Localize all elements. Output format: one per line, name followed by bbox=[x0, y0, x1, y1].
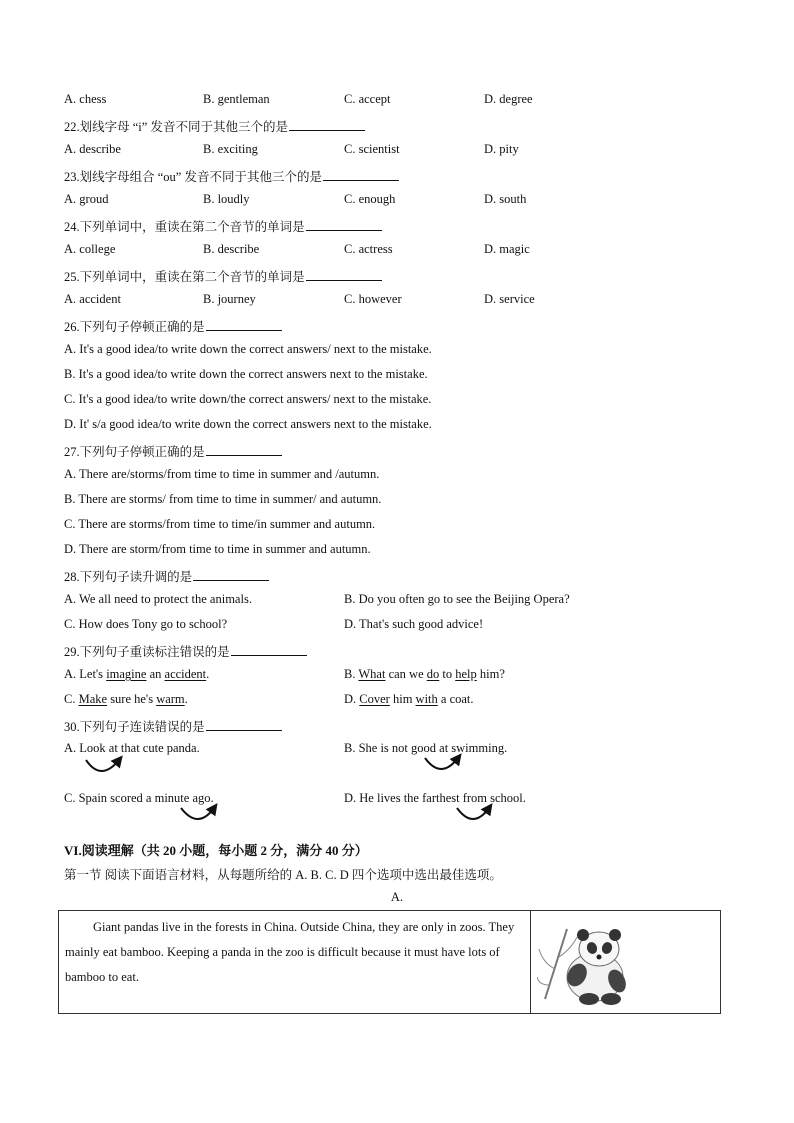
q24-stem: 24.下列单词中，重读在第二个音节的单词是 bbox=[64, 217, 382, 235]
q24-option-a[interactable]: A. college bbox=[64, 242, 116, 256]
section-title: VI.阅读理解（共 20 小题，每小题 2 分，满分 40 分） bbox=[64, 843, 368, 858]
q24-option-c[interactable]: C. actress bbox=[344, 242, 393, 256]
liaison-arc-good-at bbox=[425, 758, 458, 769]
liaison-arc-look-at bbox=[86, 760, 119, 771]
q29-option-d[interactable]: D. Cover him with a coat. bbox=[344, 692, 474, 706]
q30-option-b[interactable]: B. She is not good at swimming. bbox=[344, 741, 508, 755]
q22-option-d[interactable]: D. pity bbox=[484, 142, 519, 156]
q23-stem: 23.划线字母组合 “ou” 发音不同于其他三个的是 bbox=[64, 167, 399, 185]
q28-option-b[interactable]: B. Do you often go to see the Beijing Opera? bbox=[344, 592, 570, 606]
panda-illustration bbox=[537, 919, 637, 1007]
passage-divider bbox=[530, 911, 531, 1013]
q25-stem: 25.下列单词中，重读在第二个音节的单词是 bbox=[64, 267, 382, 285]
q30-option-c[interactable]: C. Spain scored a minute ago. bbox=[64, 791, 214, 805]
q22-option-b[interactable]: B. exciting bbox=[203, 142, 258, 156]
q26-option-c[interactable]: C. It's a good idea/to write down/the correct answers/ next to the mistake. bbox=[64, 392, 432, 406]
q23-option-c[interactable]: C. enough bbox=[344, 192, 396, 206]
q26-option-a[interactable]: A. It's a good idea/to write down the correct answers/ next to the mistake. bbox=[64, 342, 432, 356]
q25-option-d[interactable]: D. service bbox=[484, 292, 535, 306]
passage-text: Giant pandas live in the forests in China. Outside China, they are only in zoos. They mainly eat bamboo. Keeping a panda in the zoo is difficult because it must have lots of bamboo to eat. bbox=[65, 920, 515, 984]
q29-option-b[interactable]: B. What can we do to help him? bbox=[344, 667, 505, 681]
q23-option-a[interactable]: A. groud bbox=[64, 192, 109, 206]
passage-label: A. bbox=[390, 890, 404, 904]
q28-option-d[interactable]: D. That's such good advice! bbox=[344, 617, 484, 631]
q30-stem: 30.下列句子连读错误的是 bbox=[64, 717, 282, 735]
q28-option-a[interactable]: A. We all need to protect the animals. bbox=[64, 592, 252, 606]
q27-option-a[interactable]: A. There are/storms/from time to time in summer and /autumn. bbox=[64, 467, 380, 481]
q24-option-b[interactable]: B. describe bbox=[203, 242, 260, 256]
q26-stem: 26.下列句子停顿正确的是 bbox=[64, 317, 282, 335]
q27-option-b[interactable]: B. There are storms/ from time to time in summer/ and autumn. bbox=[64, 492, 382, 506]
q29-option-a[interactable]: A. Let's imagine an accident. bbox=[64, 667, 210, 681]
q27-option-c[interactable]: C. There are storms/from time to time/in summer and autumn. bbox=[64, 517, 376, 531]
q27-option-d[interactable]: D. There are storm/from time to time in summer and autumn. bbox=[64, 542, 371, 556]
q26-option-b[interactable]: B. It's a good idea/to write down the correct answers next to the mistake. bbox=[64, 367, 428, 381]
q21-option-b[interactable]: B. gentleman bbox=[203, 92, 270, 106]
q29-stem: 29.下列句子重读标注错误的是 bbox=[64, 642, 307, 660]
q24-option-d[interactable]: D. magic bbox=[484, 242, 530, 256]
q21-option-a[interactable]: A. chess bbox=[64, 92, 107, 106]
liaison-arc-farthest-from bbox=[457, 808, 489, 819]
q27-stem: 27.下列句子停顿正确的是 bbox=[64, 442, 282, 460]
q21-option-d[interactable]: D. degree bbox=[484, 92, 533, 106]
q23-option-b[interactable]: B. loudly bbox=[203, 192, 250, 206]
q26-option-d[interactable]: D. It' s/a good idea/to write down the correct answers next to the mistake. bbox=[64, 417, 432, 431]
q25-option-c[interactable]: C. however bbox=[344, 292, 402, 306]
liaison-arc-a-minute bbox=[181, 808, 214, 819]
section-instruction: 第一节 阅读下面语言材料，从每题所给的 A. B. C. D 四个选项中选出最佳选项。 bbox=[64, 868, 502, 882]
q30-option-a[interactable]: A. Look at that cute panda. bbox=[64, 741, 200, 755]
q30-option-d[interactable]: D. He lives the farthest from school. bbox=[344, 791, 526, 805]
q28-stem: 28.下列句子读升调的是 bbox=[64, 567, 269, 585]
q29-option-c[interactable]: C. Make sure he's warm. bbox=[64, 692, 188, 706]
q28-option-c[interactable]: C. How does Tony go to school? bbox=[64, 617, 228, 631]
q22-stem: 22.划线字母 “i” 发音不同于其他三个的是 bbox=[64, 117, 365, 135]
q25-option-b[interactable]: B. journey bbox=[203, 292, 256, 306]
q21-option-c[interactable]: C. accept bbox=[344, 92, 391, 106]
q22-option-a[interactable]: A. describe bbox=[64, 142, 121, 156]
q22-option-c[interactable]: C. scientist bbox=[344, 142, 400, 156]
passage-box bbox=[58, 910, 721, 1014]
q25-option-a[interactable]: A. accident bbox=[64, 292, 121, 306]
q23-option-d[interactable]: D. south bbox=[484, 192, 527, 206]
